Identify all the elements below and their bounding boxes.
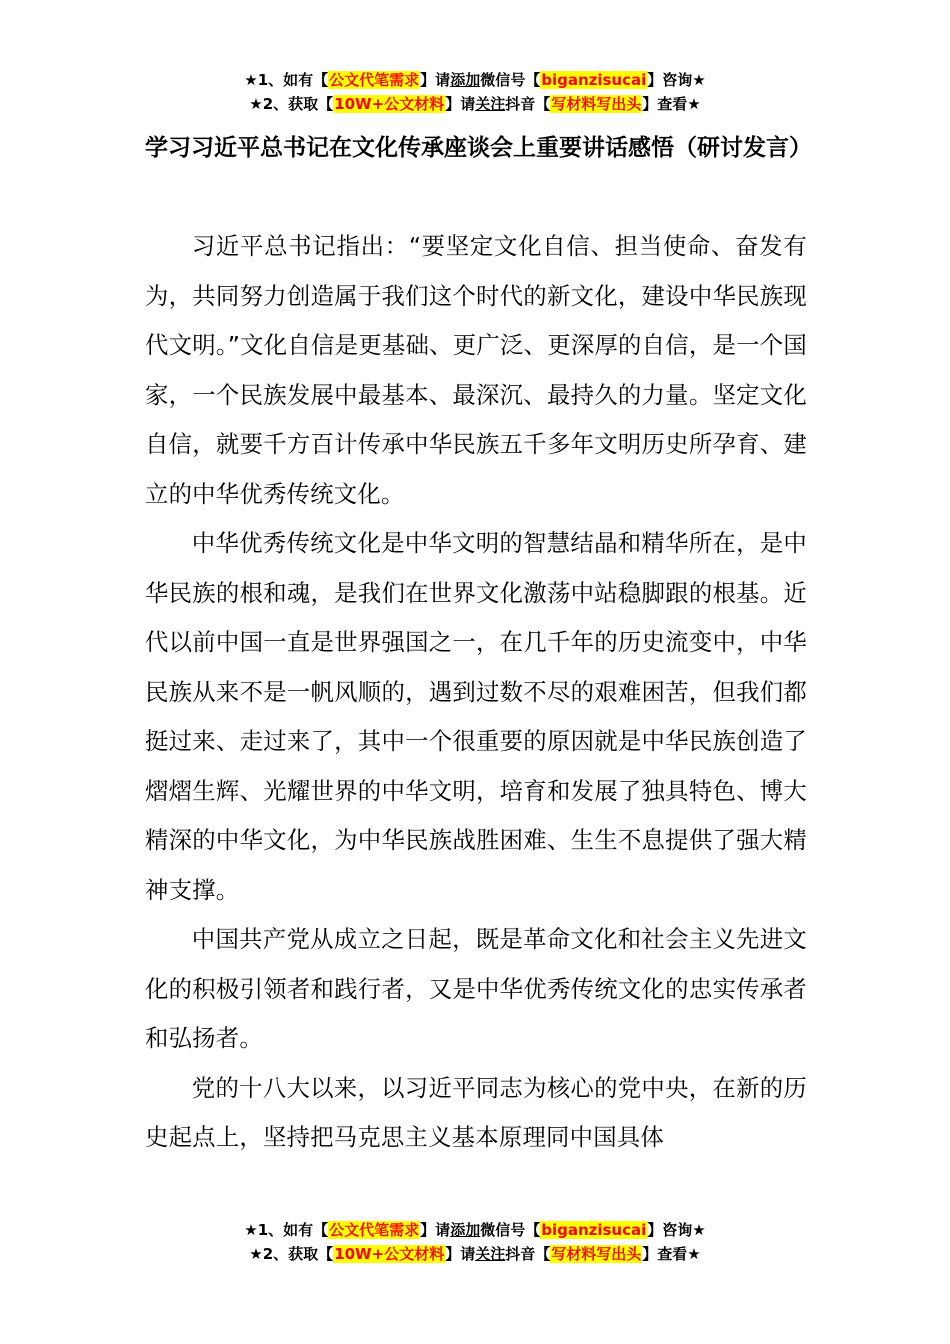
- promo-text: 】咨询★: [647, 71, 706, 89]
- promo-text: 】咨询★: [647, 1221, 706, 1239]
- promo-line-2: [0, 1242, 950, 1266]
- promo-text: 】请: [420, 71, 451, 89]
- document-title: 学习习近平总书记在文化传承座谈会上重要讲话感悟（研讨发言）: [145, 135, 812, 161]
- document-body: [145, 222, 807, 1163]
- paragraph: 党的十八大以来，以习近平同志为核心的党中央，在新的历史起点上，坚持把马克思主义基本原理同中国具体: [145, 1073, 807, 1151]
- promo-text: 】请: [420, 1221, 451, 1239]
- promo-text: 】请: [445, 95, 476, 113]
- promo-text: 微信号【: [480, 1221, 541, 1239]
- promo-underlined: 添加: [450, 71, 481, 89]
- promo-highlight: 10W+公文材料: [334, 95, 445, 113]
- promo-underlined: 添加: [450, 1221, 481, 1239]
- promo-text: 】查看★: [642, 1245, 701, 1263]
- promo-text: 微信号【: [480, 71, 541, 89]
- promo-line-1: [0, 1218, 950, 1242]
- promo-text: ★2、获取【: [249, 95, 334, 113]
- promo-text: 抖音【: [505, 95, 551, 113]
- promo-highlight: biganzisucai: [541, 71, 647, 89]
- promo-highlight: 10W+公文材料: [334, 1245, 445, 1263]
- paragraph: 习近平总书记指出：“要坚定文化自信、担当使命、奋发有为，共同努力创造属于我们这个时代的新文化，建设中华民族现代文明。”文化自信是更基础、更广泛、更深厚的自信，是一个国家，一个民族发展中最基本、最深沉、最持久的力量。坚定文化自信，就要千方百计传承中华民族五千多年文明历史所孕育、建立的中华优秀传统文化。: [145, 232, 807, 508]
- paragraph: 中华优秀传统文化是中华文明的智慧结晶和精华所在，是中华民族的根和魂，是我们在世界文化激荡中站稳脚跟的根基。近代以前中国一直是世界强国之一，在几千年的历史流变中，中华民族从来不是一帆风顺的，遇到过数不尽的艰难困苦，但我们都挺过来、走过来了，其中一个很重要的原因就是中华民族创造了熠熠生辉、光耀世界的中华文明，培育和发展了独具特色、博大精深的中华文化，为中华民族战胜困难、生生不息提供了强大精神支撑。: [145, 529, 807, 904]
- promo-text: 】请: [445, 1245, 476, 1263]
- promo-text: ★1、如有【: [244, 71, 329, 89]
- promo-highlight: 写材料写出头: [551, 1245, 642, 1263]
- promo-highlight: biganzisucai: [541, 1221, 647, 1239]
- promo-text: ★1、如有【: [244, 1221, 329, 1239]
- paragraph: 中国共产党从成立之日起，既是革命文化和社会主义先进文化的积极引领者和践行者，又是中华优秀传统文化的忠实传承者和弘扬者。: [145, 925, 807, 1052]
- promo-underlined: 关注: [475, 1245, 506, 1263]
- promo-text: ★2、获取【: [249, 1245, 334, 1263]
- promo-text: 抖音【: [505, 1245, 551, 1263]
- promo-line-2: [0, 92, 950, 116]
- promo-line-1: [0, 68, 950, 92]
- promo-underlined: 关注: [475, 95, 506, 113]
- promo-highlight: 公文代笔需求: [329, 71, 420, 89]
- promo-footer: [0, 1218, 950, 1266]
- promo-text: 】查看★: [642, 95, 701, 113]
- promo-highlight: 公文代笔需求: [329, 1221, 420, 1239]
- promo-header: [0, 68, 950, 116]
- promo-highlight: 写材料写出头: [551, 95, 642, 113]
